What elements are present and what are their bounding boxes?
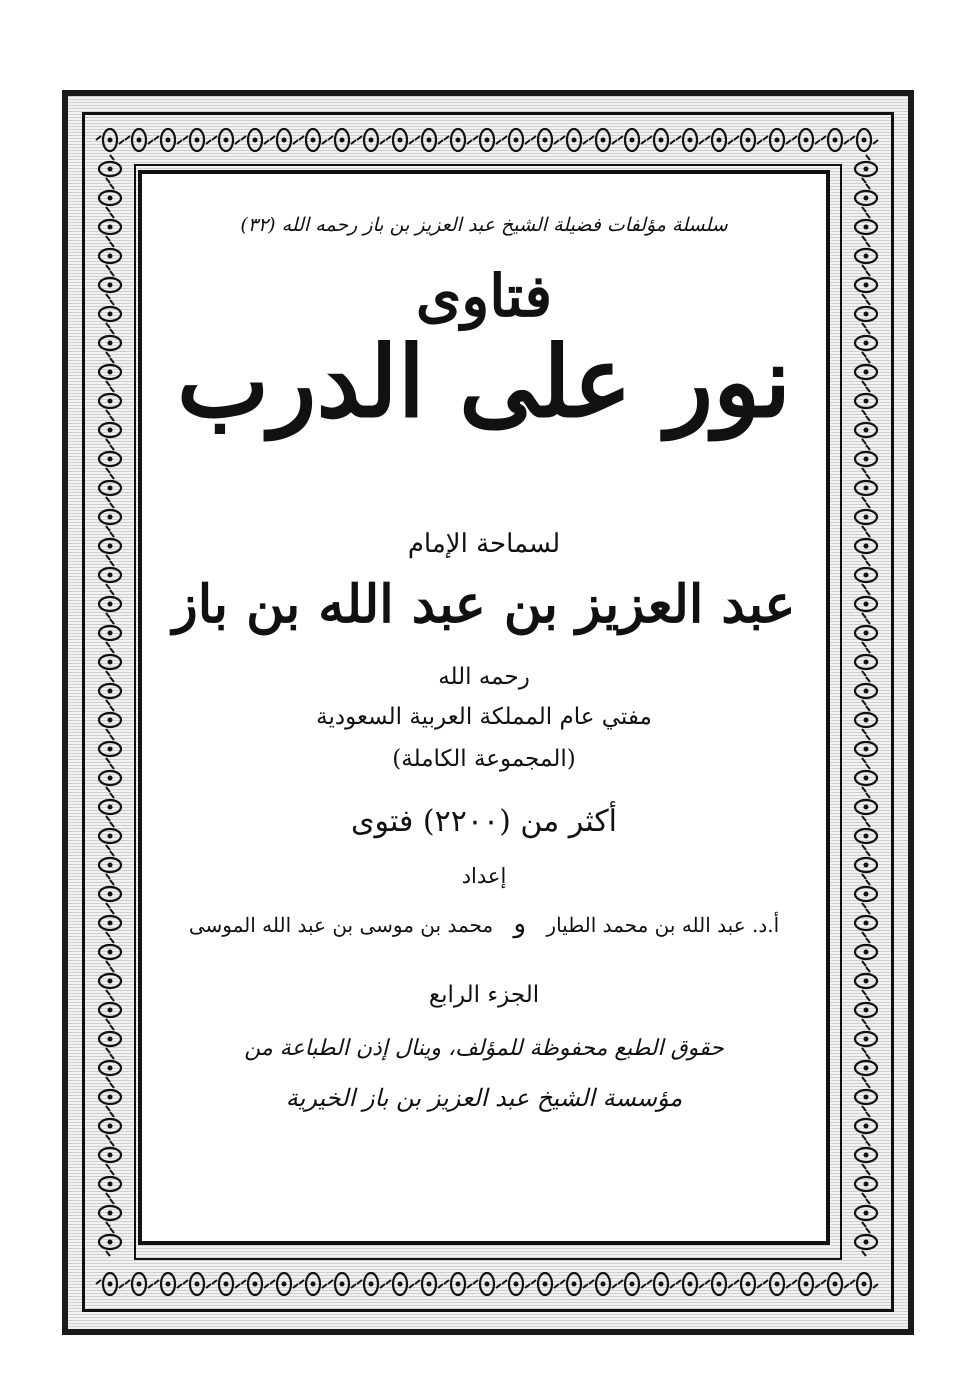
ornament-motif [855,1083,877,1111]
ornament-motif [99,503,121,531]
ornament-motif [855,851,877,879]
ornament-motif [99,938,121,966]
ornament-motif [99,155,121,183]
collection-line: (المجموعة الكاملة) [392,746,576,772]
ornament-motif [99,1228,121,1256]
ornament-motif [589,129,617,151]
ornament-motif [212,1273,240,1295]
ornament-motif [589,1273,617,1295]
series-line: سلسلة مؤلفات فضيلة الشيخ عبد العزيز بن باز رحمه الله (٣٢) [240,214,728,236]
ornament-motif [99,1054,121,1082]
ornament-motif [855,619,877,647]
ornament-motif [855,300,877,328]
ornament-motif [855,416,877,444]
ornament-motif [99,909,121,937]
prepared-by-label: إعداد [461,864,507,888]
ornament-motif [99,474,121,502]
ornament-motif [855,822,877,850]
ornament-motif [99,1199,121,1227]
ornament-motif [99,271,121,299]
ornament-motif [850,129,878,151]
ornament-motif [99,590,121,618]
ornament-motif [855,967,877,995]
ornament-motif [99,561,121,589]
ornament-motif [125,129,153,151]
ornament-motif [99,1025,121,1053]
ornament-motif [560,1273,588,1295]
ornament-motif [855,184,877,212]
ornament-motif [734,129,762,151]
ornament-motif [647,129,675,151]
ornament-motif [855,1170,877,1198]
ornament-motif [154,1273,182,1295]
ornament-motif [99,764,121,792]
ornament-motif [855,503,877,531]
ornament-motif [125,1273,153,1295]
ornament-motif [99,1141,121,1169]
ornament-motif [821,129,849,151]
ornament-motif [821,1273,849,1295]
ornament-motif [855,155,877,183]
ornament-motif [855,1112,877,1140]
ornament-motif [855,358,877,386]
ornament-motif [734,1273,762,1295]
ornament-motif [855,677,877,705]
ornament-motif [618,129,646,151]
ornament-motif [855,1228,877,1256]
ornament-motif [855,880,877,908]
ornament-motif [855,648,877,676]
ornament-motif [99,329,121,357]
ornament-motif [855,474,877,502]
ornament-motif [855,1054,877,1082]
ornament-motif [855,706,877,734]
rights-line-1: حقوق الطبع محفوظة للمؤلف، وينال إذن الطباعة من [244,1036,724,1061]
ornament-motif [763,1273,791,1295]
ornament-motif [99,184,121,212]
ornament-motif [270,129,298,151]
ornament-motif [99,242,121,270]
ornament-motif [855,242,877,270]
ornament-motif [99,213,121,241]
ornament-motif [792,1273,820,1295]
ornament-motif [676,129,704,151]
ornament-motif [415,129,443,151]
volume-label: الجزء الرابع [428,982,540,1008]
ornament-motif [99,1083,121,1111]
ornament-motif [99,619,121,647]
ornament-motif [212,129,240,151]
editor-2: محمد بن موسى بن عبد الله الموسى [188,913,494,937]
ornament-motif [647,1273,675,1295]
ornament-motif [154,129,182,151]
ornament-motif [855,1199,877,1227]
ornament-motif [855,387,877,415]
mufti-line: مفتي عام المملكة العربية السعودية [316,704,652,730]
ornament-motif [676,1273,704,1295]
ornament-motif [855,793,877,821]
ornament-motif [531,129,559,151]
ornament-motif [473,1273,501,1295]
ornament-motif [386,129,414,151]
ornament-motif [99,358,121,386]
ornament-motif [99,967,121,995]
ornament-motif [855,445,877,473]
ornament-motif [241,1273,269,1295]
ornament-motif [99,445,121,473]
ornament-motif [96,129,124,151]
ornament-motif [99,735,121,763]
ornament-motif [855,764,877,792]
ornament-motif [850,1273,878,1295]
ornament-motif [502,1273,530,1295]
ornament-motif [473,129,501,151]
title-top: فتاوى [415,262,553,330]
ornament-motif [99,706,121,734]
ornament-motif [444,129,472,151]
ornament-motif [855,1141,877,1169]
main-title: نور على الدرب [176,325,792,440]
ornament-motif [99,300,121,328]
by-line: لسماحة الإمام [407,529,561,559]
ornament-motif [99,416,121,444]
ornament-motif [99,851,121,879]
ornament-motif [855,996,877,1024]
ornament-motif [855,213,877,241]
ornament-motif [855,271,877,299]
fatwa-count-line: أكثر من (٢٢٠٠) فتوى [351,804,617,839]
ornament-motif [241,129,269,151]
ornament-motif [99,1170,121,1198]
ornament-motif [855,561,877,589]
ornament-motif [855,938,877,966]
ornament-motif [792,129,820,151]
ornament-motif [99,822,121,850]
editors-line [142,909,826,939]
author-name: عبد العزيز بن عبد الله بن باز [172,574,796,635]
ornament-motif [99,793,121,821]
ornament-motif [99,880,121,908]
title-panel [138,170,830,1245]
ornament-motif [299,1273,327,1295]
rights-line-2: مؤسسة الشيخ عبد العزيز بن باز الخيرية [285,1084,683,1112]
ornament-motif [183,129,211,151]
ornament-motif [270,1273,298,1295]
ornament-motif [618,1273,646,1295]
ornament-motif [386,1273,414,1295]
ornament-motif [855,909,877,937]
ornament-motif [328,1273,356,1295]
editor-connector: و [513,909,527,939]
ornament-motif [763,129,791,151]
ornament-motif [705,129,733,151]
ornament-motif [502,129,530,151]
editor-1: أ.د. عبد الله بن محمد الطيار [546,913,780,937]
ornament-motif [357,129,385,151]
ornament-motif [99,1112,121,1140]
ornament-motif [183,1273,211,1295]
ornament-motif [855,590,877,618]
ornament-motif [560,129,588,151]
ornament-motif [855,735,877,763]
ornament-motif [855,329,877,357]
ornament-motif [328,129,356,151]
ornament-motif [357,1273,385,1295]
ornament-motif [99,387,121,415]
ornament-motif [444,1273,472,1295]
ornament-motif [415,1273,443,1295]
ornament-motif [855,1025,877,1053]
ornament-motif [299,129,327,151]
ornament-motif [99,648,121,676]
ornament-motif [705,1273,733,1295]
rahimahu-line: رحمه الله [438,664,530,690]
ornament-motif [531,1273,559,1295]
ornament-motif [99,532,121,560]
ornament-motif [99,996,121,1024]
ornament-motif [96,1273,124,1295]
ornament-motif [99,677,121,705]
ornament-motif [855,532,877,560]
